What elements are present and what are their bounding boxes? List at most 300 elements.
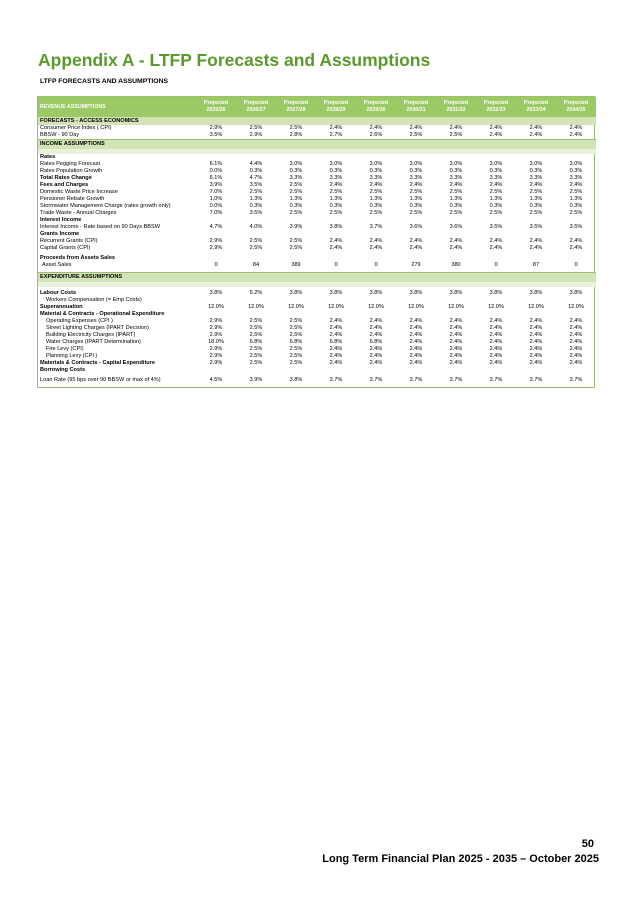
- row-label: Consumer Price Index ( CPI): [40, 125, 112, 131]
- table-row: [38, 175, 596, 182]
- row-value: 1.3%: [569, 196, 583, 202]
- column-header: [516, 97, 556, 117]
- row-value: 3.3%: [569, 175, 583, 181]
- row-value: 2.4%: [489, 339, 503, 345]
- row-value: 2.4%: [489, 182, 503, 188]
- row-value: 18.0%: [208, 339, 224, 345]
- row-value: 3.5%: [249, 182, 263, 188]
- table-row: [38, 161, 596, 168]
- column-header-top: Projected: [523, 100, 549, 106]
- table-row: [38, 196, 596, 203]
- row-value: 6.8%: [329, 339, 343, 345]
- row-label: Labour Costs: [40, 290, 77, 296]
- row-value: 2.4%: [489, 325, 503, 331]
- row-value: 2.4%: [529, 339, 543, 345]
- row-value: 380: [451, 262, 461, 268]
- row-value: 2.5%: [249, 189, 263, 195]
- row-value: 3.0%: [329, 161, 343, 167]
- row-value: 0.3%: [409, 168, 423, 174]
- row-value: 2.4%: [409, 318, 423, 324]
- spacer-cell: [38, 384, 596, 387]
- column-header-top: Projected: [443, 100, 469, 106]
- table-row: [38, 332, 596, 339]
- row-value: 2.4%: [449, 346, 463, 352]
- row-value: [316, 297, 356, 304]
- row-value: 2.5%: [289, 360, 303, 366]
- table-row: [38, 238, 596, 245]
- section-label: INCOME ASSUMPTIONS: [38, 140, 596, 150]
- row-label: Water Charges (IPART Determination): [46, 339, 141, 345]
- row-value: 2.5%: [289, 238, 303, 244]
- column-header-year: 2033/34: [526, 107, 546, 113]
- row-value: 2.4%: [569, 132, 583, 138]
- row-value: 3.8%: [529, 290, 543, 296]
- row-value: 2.4%: [529, 360, 543, 366]
- row-value: 2.5%: [489, 189, 503, 195]
- row-value: 2.5%: [249, 325, 263, 331]
- row-value: 2.4%: [329, 353, 343, 359]
- row-value: 2.9%: [209, 332, 223, 338]
- row-value: 4.4%: [249, 161, 263, 167]
- row-value: 3.8%: [569, 290, 583, 296]
- row-value: 3.8%: [409, 290, 423, 296]
- row-value: 0: [574, 262, 578, 268]
- row-value: 0.3%: [569, 168, 583, 174]
- column-header: [396, 97, 436, 117]
- row-value: 1.3%: [529, 196, 543, 202]
- table-row: [38, 182, 596, 189]
- row-value: 3.8%: [329, 290, 343, 296]
- row-value: 2.4%: [529, 238, 543, 244]
- row-value: 2.4%: [529, 132, 543, 138]
- column-header-year: 2031/32: [446, 107, 466, 113]
- row-value: 12.0%: [408, 304, 424, 310]
- table-row: [38, 125, 596, 132]
- row-value: 2.4%: [569, 318, 583, 324]
- table-row: [38, 304, 596, 311]
- row-value: 0.3%: [249, 203, 263, 209]
- row-value: 0.0%: [209, 203, 223, 209]
- row-value: 2.5%: [249, 346, 263, 352]
- row-value: [556, 297, 596, 304]
- row-value: 0.3%: [369, 168, 383, 174]
- row-value: 2.4%: [369, 332, 383, 338]
- row-value: 2.4%: [329, 325, 343, 331]
- row-value: 12.0%: [568, 304, 584, 310]
- row-value: 2.5%: [569, 189, 583, 195]
- row-value: 2.4%: [569, 182, 583, 188]
- row-value: 2.4%: [329, 332, 343, 338]
- table-group-heading: [38, 367, 596, 374]
- row-label: Domestic Waste Price Increase: [40, 189, 118, 195]
- row-value: [436, 297, 476, 304]
- row-value: 2.4%: [449, 125, 463, 131]
- row-label: Rates Population Growth: [40, 168, 103, 174]
- row-value: 3.3%: [289, 175, 303, 181]
- row-value: 2.5%: [289, 210, 303, 216]
- row-value: 2.5%: [289, 189, 303, 195]
- row-value: 2.4%: [449, 238, 463, 244]
- row-value: 3.5%: [209, 132, 223, 138]
- row-value: 12.0%: [448, 304, 464, 310]
- row-value: 2.4%: [489, 125, 503, 131]
- assumptions-table: [38, 97, 596, 387]
- table-row: [38, 346, 596, 353]
- table-group-heading: [38, 255, 596, 262]
- table-row: [38, 189, 596, 196]
- row-value: 2.5%: [249, 353, 263, 359]
- table-row: [38, 290, 596, 297]
- row-label: Materials & Contracts - Capital Expenditure: [40, 360, 156, 366]
- row-value: [396, 297, 436, 304]
- row-label: Total Rates Change: [40, 175, 92, 181]
- row-value: 3.7%: [369, 377, 383, 383]
- row-value: 2.4%: [369, 353, 383, 359]
- row-value: 2.4%: [369, 346, 383, 352]
- row-value: 6.8%: [289, 339, 303, 345]
- row-value: 2.4%: [329, 318, 343, 324]
- row-value: 0.3%: [449, 203, 463, 209]
- row-value: 3.7%: [489, 377, 503, 383]
- row-value: 2.9%: [209, 360, 223, 366]
- row-value: 3.8%: [289, 290, 303, 296]
- row-value: 2.4%: [449, 360, 463, 366]
- row-value: 2.9%: [209, 125, 223, 131]
- table-row: [38, 353, 596, 360]
- column-header: [556, 97, 596, 117]
- row-value: 2.4%: [489, 353, 503, 359]
- row-value: 2.4%: [489, 346, 503, 352]
- column-header: [476, 97, 516, 117]
- row-value: 0: [374, 262, 378, 268]
- row-value: 3.8%: [209, 290, 223, 296]
- table-row: [38, 360, 596, 367]
- row-value: 12.0%: [368, 304, 384, 310]
- column-header: [276, 97, 316, 117]
- row-value: 279: [411, 262, 421, 268]
- row-value: 7.0%: [209, 210, 223, 216]
- table-header-row: [38, 97, 596, 117]
- table-row: [38, 325, 596, 332]
- row-value: 2.4%: [369, 182, 383, 188]
- row-value: 12.0%: [248, 304, 264, 310]
- row-value: 2.4%: [529, 346, 543, 352]
- row-value: 4.0%: [249, 224, 263, 230]
- row-value: 2.4%: [489, 318, 503, 324]
- row-value: 0.3%: [529, 203, 543, 209]
- row-label: Pensioner Rebate Growth: [40, 196, 105, 202]
- table-group-heading: [38, 231, 596, 238]
- row-value: 4.5%: [209, 377, 223, 383]
- row-value: 2.8%: [289, 132, 303, 138]
- row-value: 2.4%: [529, 318, 543, 324]
- row-value: 2.4%: [369, 325, 383, 331]
- row-value: 2.9%: [209, 318, 223, 324]
- table-row: [38, 224, 596, 231]
- row-value: 2.5%: [449, 189, 463, 195]
- section-label: Proceeds from Assets Sales: [40, 255, 116, 261]
- table-group-heading: [38, 154, 596, 161]
- row-value: 2.5%: [569, 210, 583, 216]
- table-row: [38, 203, 596, 210]
- row-value: 2.4%: [529, 325, 543, 331]
- row-value: 6.1%: [209, 175, 223, 181]
- table-body: [38, 117, 596, 387]
- row-value: 3.9%: [289, 224, 303, 230]
- row-value: 3.0%: [289, 161, 303, 167]
- column-header-top: Projected: [323, 100, 349, 106]
- row-value: 3.8%: [369, 290, 383, 296]
- row-value: 2.4%: [569, 360, 583, 366]
- table-group-heading: [38, 217, 596, 224]
- row-value: 3.5%: [489, 224, 503, 230]
- row-value: [276, 297, 316, 304]
- row-value: 3.3%: [449, 175, 463, 181]
- row-value: 2.5%: [409, 189, 423, 195]
- row-value: 3.0%: [489, 161, 503, 167]
- row-value: 3.5%: [249, 210, 263, 216]
- row-value: 2.4%: [409, 325, 423, 331]
- row-value: 2.4%: [449, 182, 463, 188]
- row-value: 2.4%: [489, 360, 503, 366]
- row-label: Asset Sales: [42, 262, 72, 268]
- row-value: 3.0%: [409, 161, 423, 167]
- row-value: 4.7%: [249, 175, 263, 181]
- row-value: 12.0%: [528, 304, 544, 310]
- row-value: 3.5%: [569, 224, 583, 230]
- section-label: Material & Contracts - Operational Expenditure: [40, 311, 165, 317]
- row-value: 2.4%: [329, 245, 343, 251]
- row-label: Street Lighting Charges (IPART Decision): [46, 325, 149, 331]
- row-value: 2.6%: [369, 132, 383, 138]
- column-header-top: Projected: [363, 100, 389, 106]
- row-label: Capital Grants (CPI): [40, 245, 91, 251]
- section-label: Grants Income: [40, 231, 80, 237]
- row-value: 2.5%: [289, 353, 303, 359]
- row-value: 2.4%: [409, 353, 423, 359]
- row-value: 3.3%: [489, 175, 503, 181]
- row-value: 2.7%: [329, 132, 343, 138]
- row-value: 2.5%: [249, 125, 263, 131]
- row-value: 1.0%: [209, 196, 223, 202]
- row-value: 2.4%: [449, 325, 463, 331]
- row-value: 2.4%: [449, 353, 463, 359]
- row-value: 12.0%: [328, 304, 344, 310]
- row-value: 2.5%: [289, 182, 303, 188]
- row-value: 2.4%: [369, 318, 383, 324]
- column-header-top: Projected: [243, 100, 269, 106]
- column-header: [236, 97, 276, 117]
- row-value: 2.4%: [449, 318, 463, 324]
- row-value: 3.8%: [329, 224, 343, 230]
- row-value: 6.1%: [209, 161, 223, 167]
- column-header-year: 2032/33: [486, 107, 506, 113]
- row-value: 3.6%: [449, 224, 463, 230]
- column-header: [316, 97, 356, 117]
- row-value: 2.4%: [409, 332, 423, 338]
- row-value: 7.0%: [209, 189, 223, 195]
- row-value: 2.4%: [449, 339, 463, 345]
- row-value: 0.3%: [329, 168, 343, 174]
- row-value: 1.3%: [449, 196, 463, 202]
- row-value: 2.5%: [449, 210, 463, 216]
- column-header-year: 2029/30: [366, 107, 386, 113]
- row-value: 3.3%: [529, 175, 543, 181]
- row-label: Recurrent Grants (CPI): [40, 238, 98, 244]
- row-value: 2.4%: [569, 238, 583, 244]
- row-value: [516, 297, 556, 304]
- row-value: 2.5%: [409, 210, 423, 216]
- row-value: 3.8%: [289, 377, 303, 383]
- row-label: Interest Income - Rate based on 90 Days BBSW: [40, 224, 161, 230]
- row-value: 87: [532, 262, 540, 268]
- column-header-top: Projected: [483, 100, 509, 106]
- table-section-heading: [38, 140, 596, 150]
- row-value: 389: [291, 262, 301, 268]
- section-label: Interest Income: [40, 217, 82, 223]
- row-value: 3.8%: [449, 290, 463, 296]
- row-value: 2.4%: [369, 238, 383, 244]
- row-value: 2.4%: [449, 245, 463, 251]
- row-value: 0.3%: [409, 203, 423, 209]
- column-header-year: 2028/29: [326, 107, 346, 113]
- row-value: 6.8%: [369, 339, 383, 345]
- row-value: 2.4%: [369, 360, 383, 366]
- row-value: 2.9%: [209, 353, 223, 359]
- row-value: 2.4%: [529, 125, 543, 131]
- row-value: 2.4%: [489, 245, 503, 251]
- row-label: Operating Expenses (CPI ): [46, 318, 113, 324]
- row-value: 3.7%: [569, 377, 583, 383]
- row-label: Stormwater Management Charge (rates growth only): [40, 203, 171, 209]
- row-value: 2.5%: [249, 360, 263, 366]
- row-value: 2.4%: [449, 332, 463, 338]
- row-value: 0: [334, 262, 338, 268]
- row-value: 2.4%: [489, 132, 503, 138]
- row-value: 2.5%: [289, 325, 303, 331]
- row-value: 2.5%: [409, 132, 423, 138]
- row-value: 2.9%: [249, 132, 263, 138]
- row-value: 3.9%: [209, 182, 223, 188]
- row-value: 2.4%: [329, 346, 343, 352]
- page-subtitle: LTFP FORECASTS AND ASSUMPTIONS: [40, 78, 169, 85]
- row-value: 3.3%: [369, 175, 383, 181]
- column-header-year: 2030/31: [406, 107, 426, 113]
- row-value: 1.3%: [489, 196, 503, 202]
- row-value: 12.0%: [208, 304, 224, 310]
- row-value: [356, 297, 396, 304]
- row-value: 2.4%: [409, 346, 423, 352]
- column-header-year: 2027/28: [286, 107, 306, 113]
- row-value: 2.4%: [409, 245, 423, 251]
- row-value: 3.7%: [409, 377, 423, 383]
- row-value: 0.3%: [489, 203, 503, 209]
- row-value: 2.9%: [209, 245, 223, 251]
- row-value: 1.3%: [249, 196, 263, 202]
- row-value: 0.0%: [209, 168, 223, 174]
- row-label: BBSW - 90 Day: [40, 132, 80, 138]
- row-value: 2.9%: [209, 346, 223, 352]
- row-value: 84: [252, 262, 260, 268]
- row-value: 1.3%: [409, 196, 423, 202]
- row-value: 2.4%: [329, 360, 343, 366]
- row-value: 0.3%: [249, 168, 263, 174]
- table-row: [38, 318, 596, 325]
- row-value: 2.4%: [409, 339, 423, 345]
- table-group-heading: [38, 311, 596, 318]
- column-header: [356, 97, 396, 117]
- assumptions-table-container: [37, 96, 595, 388]
- table-row: [38, 262, 596, 269]
- row-value: 1.3%: [369, 196, 383, 202]
- row-value: 0.3%: [449, 168, 463, 174]
- column-header: [196, 97, 236, 117]
- column-header-top: Projected: [283, 100, 309, 106]
- row-value: 2.4%: [329, 182, 343, 188]
- row-value: 2.9%: [209, 238, 223, 244]
- table-section-heading: [38, 273, 596, 283]
- row-label: Loan Rate (95 bps over 90 BBSW or max of 4%): [40, 377, 161, 383]
- row-value: 2.4%: [529, 245, 543, 251]
- row-value: 3.0%: [529, 161, 543, 167]
- table-row: [38, 210, 596, 217]
- column-header: [436, 97, 476, 117]
- row-value: 2.4%: [569, 332, 583, 338]
- row-value: 2.5%: [329, 210, 343, 216]
- row-label: Planning Levy (CPI ): [46, 353, 98, 359]
- row-value: 3.9%: [249, 377, 263, 383]
- table-row: [38, 245, 596, 252]
- row-value: 3.0%: [569, 161, 583, 167]
- row-value: 2.5%: [529, 189, 543, 195]
- row-value: 3.8%: [489, 290, 503, 296]
- row-value: 2.5%: [289, 318, 303, 324]
- table-row: [38, 297, 596, 304]
- row-value: 2.4%: [569, 346, 583, 352]
- row-label: Workers Compensation (= Emp Costs): [46, 297, 142, 303]
- row-value: 0.3%: [329, 203, 343, 209]
- document-footer: Long Term Financial Plan 2025 - 2035 – October 2025: [322, 853, 599, 865]
- row-value: 2.4%: [409, 182, 423, 188]
- row-value: 3.3%: [329, 175, 343, 181]
- row-value: 0.3%: [289, 203, 303, 209]
- row-value: 3.7%: [369, 224, 383, 230]
- row-value: 2.4%: [409, 360, 423, 366]
- table-row: [38, 339, 596, 346]
- row-value: 2.4%: [409, 125, 423, 131]
- row-label: Rates Pegging Forecast: [40, 161, 101, 167]
- row-value: 2.4%: [369, 125, 383, 131]
- row-value: 2.5%: [249, 238, 263, 244]
- page-number: 50: [581, 838, 594, 850]
- row-value: 0.3%: [369, 203, 383, 209]
- header-label: REVENUE ASSUMPTIONS: [38, 97, 196, 117]
- row-value: 3.7%: [529, 377, 543, 383]
- row-value: 2.4%: [569, 125, 583, 131]
- row-spacer: [38, 384, 596, 387]
- row-label: Fire Levy (CPI): [46, 346, 84, 352]
- row-value: 2.5%: [289, 332, 303, 338]
- row-value: 2.4%: [569, 353, 583, 359]
- section-label: FORECASTS - ACCESS ECONOMICS: [38, 117, 596, 125]
- page-title: Appendix A - LTFP Forecasts and Assumptions: [38, 50, 431, 70]
- row-value: 2.4%: [489, 332, 503, 338]
- row-value: 2.5%: [249, 318, 263, 324]
- row-value: 0.3%: [529, 168, 543, 174]
- row-value: 2.4%: [369, 245, 383, 251]
- row-value: 3.6%: [409, 224, 423, 230]
- row-value: 2.5%: [369, 210, 383, 216]
